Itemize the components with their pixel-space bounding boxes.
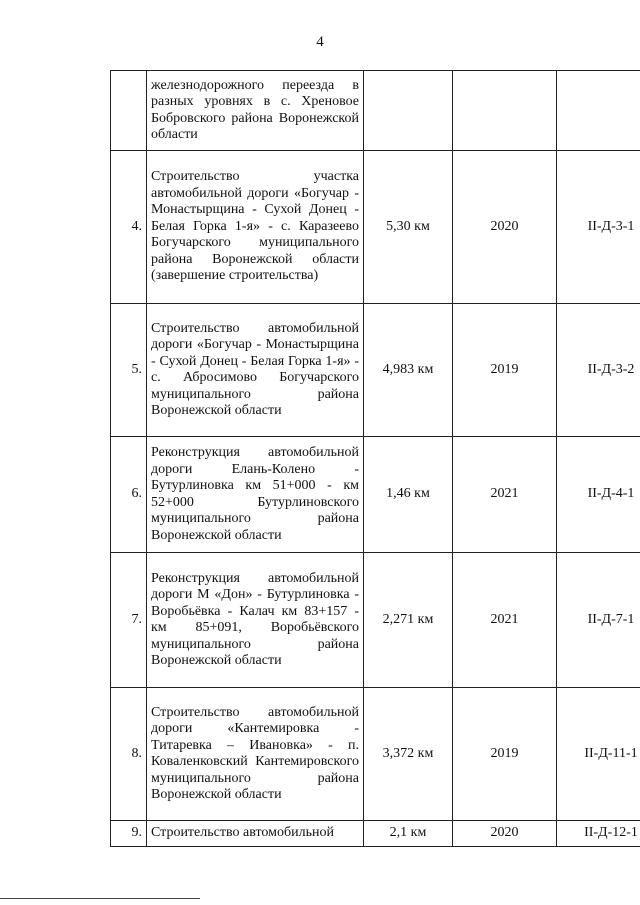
object-length: 5,30 км (364, 151, 453, 304)
object-code: II-Д-7-1 (557, 553, 640, 688)
object-year: 2020 (453, 151, 557, 304)
object-length: 3,372 км (364, 688, 453, 821)
object-year: 2021 (453, 437, 557, 553)
object-code: II-Д-4-1 (557, 437, 640, 553)
table-row (111, 437, 640, 553)
table-row (111, 151, 640, 304)
object-name: Реконструкция автомобильной дороги Елань-Колено - Бутурлиновка км 51+000 - км 52+000 Бутурлиновского муниципального района Воронежской области (147, 437, 364, 553)
row-number (111, 71, 147, 151)
object-length: 1,46 км (364, 437, 453, 553)
footnote-divider (0, 898, 200, 899)
object-code: II-Д-12-1 (557, 821, 640, 847)
table-row (111, 821, 640, 847)
object-name: Строительство участка автомобильной дороги «Богучар - Монастырщина - Сухой Донец - Белая Горка 1-я» - с. Каразеево Богучарского муниципального района Воронежской области (завершение строительства) (147, 151, 364, 304)
object-length (364, 71, 453, 151)
object-year: 2019 (453, 688, 557, 821)
row-number: 4. (111, 151, 147, 304)
object-year: 2020 (453, 821, 557, 847)
object-code: II-Д-3-1 (557, 151, 640, 304)
object-name: Строительство автомобильной дороги «Богучар - Монастырщина - Сухой Донец - Белая Горка 1-я» - с. Абросимово Богучарского муниципального района Воронежской области (147, 304, 364, 437)
table-row (111, 304, 640, 437)
object-name: железнодорожного переезда в разных уровнях в с. Хреновое Бобровского района Воронежской области (147, 71, 364, 151)
object-length: 4,983 км (364, 304, 453, 437)
page-number: 4 (316, 34, 324, 50)
table-row (111, 71, 640, 151)
object-year (453, 71, 557, 151)
object-name: Строительство автомобильной дороги «Кантемировка - Титаревка – Ивановка» - п. Коваленковский Кантемировского муниципального района Воронежской области (147, 688, 364, 821)
row-number: 7. (111, 553, 147, 688)
object-code: II-Д-3-2 (557, 304, 640, 437)
object-year: 2021 (453, 553, 557, 688)
row-number: 8. (111, 688, 147, 821)
row-number: 9. (111, 821, 147, 847)
object-name: Строительство автомобильной (147, 821, 364, 847)
objects-table (110, 70, 640, 847)
row-number: 5. (111, 304, 147, 437)
table-row (111, 688, 640, 821)
row-number: 6. (111, 437, 147, 553)
table-row (111, 553, 640, 688)
object-code: II-Д-11-1 (557, 688, 640, 821)
object-length: 2,1 км (364, 821, 453, 847)
object-name: Реконструкция автомобильной дороги М «Дон» - Бутурлиновка - Воробьёвка - Калач км 83+157 - км 85+091, Воробьёвского муниципального района Воронежской области (147, 553, 364, 688)
object-year: 2019 (453, 304, 557, 437)
object-code (557, 71, 640, 151)
object-length: 2,271 км (364, 553, 453, 688)
